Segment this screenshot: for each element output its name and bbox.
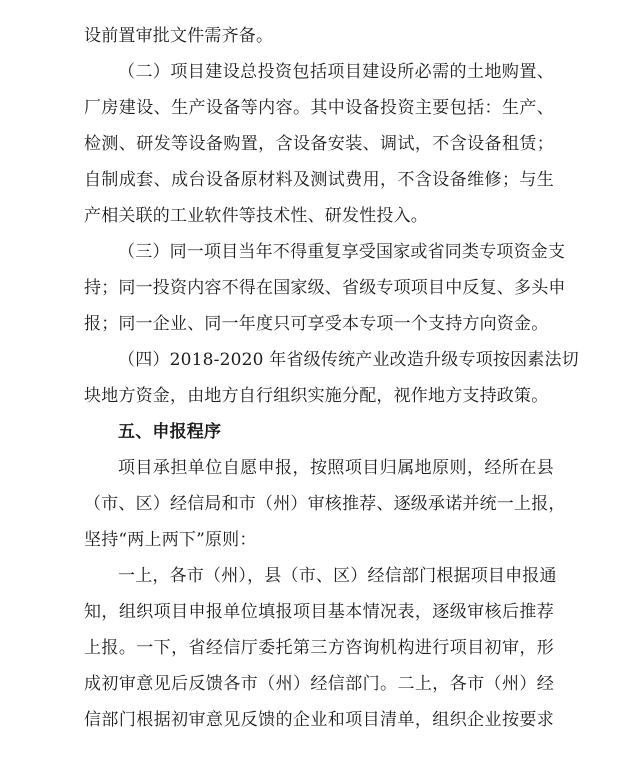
paragraph-line: 一上，各市（州），县（市、区）经信部门根据项目申报通: [118, 566, 557, 586]
paragraph-line: 设前置审批文件需齐备。: [84, 26, 274, 46]
paragraph-line: （三）同一项目当年不得重复享受国家或省同类专项资金支: [118, 242, 566, 262]
paragraph-line: 上报。一下，省经信厅委托第三方咨询机构进行项目初审，形: [84, 638, 554, 658]
paragraph-line: 项目承担单位自愿申报，按照项目归属地原则，经所在县: [118, 458, 554, 478]
paragraph-line: 厂房建设、生产设备等内容。其中设备投资主要包括：生产、: [84, 98, 554, 118]
paragraph-line: （市、区）经信局和市（州）审核推荐、逐级承诺并统一上报，: [84, 494, 566, 514]
paragraph-line: 产相关联的工业软件等技术性、研发性投入。: [84, 206, 428, 226]
paragraph-line: 知，组织项目申报单位填报项目基本情况表，逐级审核后推荐: [84, 602, 554, 622]
paragraph-line: 信部门根据初审意见反馈的企业和项目清单，组织企业按要求: [84, 710, 554, 730]
paragraph-line: （二）项目建设总投资包括项目建设所必需的土地购置、: [118, 62, 554, 82]
paragraph-line: 块地方资金，由地方自行组织实施分配，视作地方支持政策。: [84, 386, 549, 406]
paragraph-line: 报；同一企业、同一年度只可享受本专项一个支持方向资金。: [84, 314, 549, 334]
paragraph-line: 持；同一投资内容不得在国家级、省级专项项目中反复、多头申: [84, 278, 566, 298]
paragraph-line: 成初审意见后反馈各市（州）经信部门。二上，各市（州）经: [84, 674, 554, 694]
paragraph-line: 检测、研发等设备购置，含设备安装、调试，不含设备租赁；: [84, 134, 554, 154]
section-heading: 五、申报程序: [118, 422, 222, 442]
paragraph-line: （四）2018-2020 年省级传统产业改造升级专项按因素法切: [118, 350, 579, 370]
paragraph-line: 自制成套、成台设备原材料及测试费用，不含设备维修；与生: [84, 170, 554, 190]
paragraph-line: 坚持“两上两下”原则：: [84, 530, 257, 550]
